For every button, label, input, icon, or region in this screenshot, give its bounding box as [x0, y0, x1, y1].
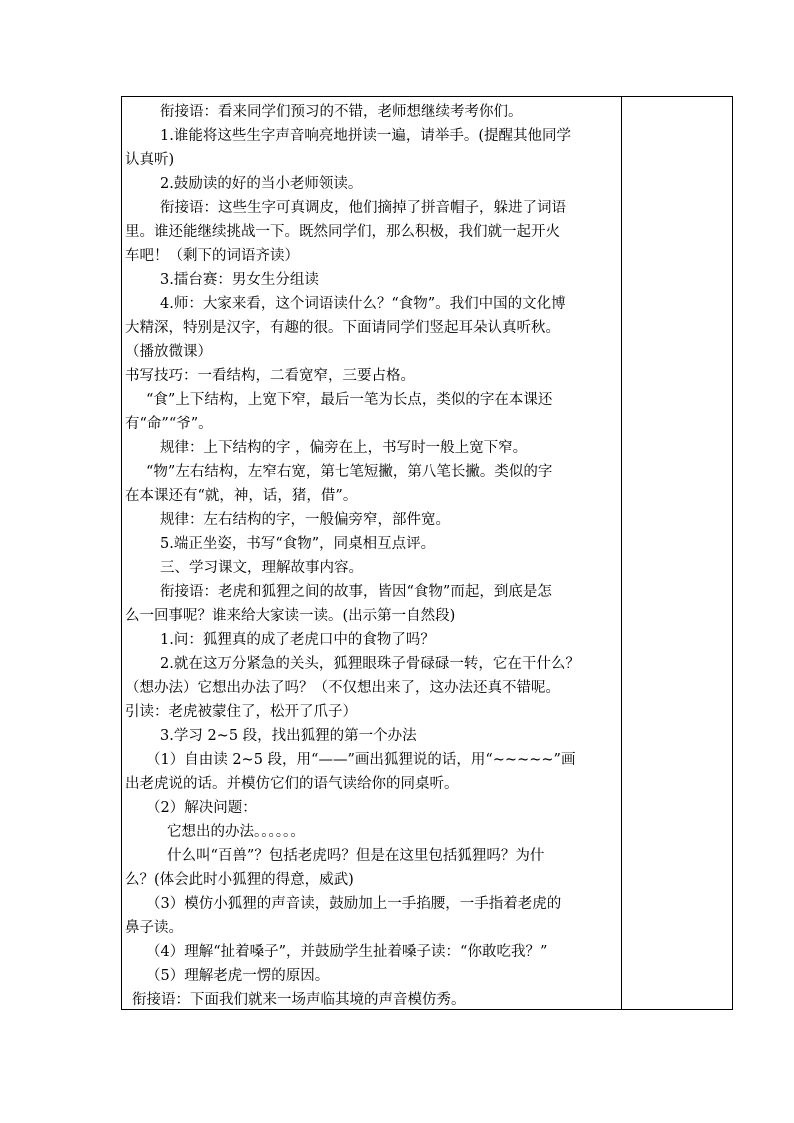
text-line: 书写技巧：一看结构，二看宽窄，三要占格。 [125, 368, 415, 384]
text-line: 什么叫“百兽”？包括老虎吗？但是在这里包括狐狸吗？为什 [167, 848, 545, 864]
text-line: “物”左右结构，左窄右宽，第七笔短撇，第八笔长撇。类似的字 [146, 464, 553, 480]
text-line: 么？(体会此时小狐狸的得意，威武) [125, 872, 354, 888]
text-line: （1）自由读 2~5 段，用“——”画出狐狸说的话，用“~~~~~”画 [146, 752, 576, 768]
text-line: 1.谁能将这些生字声音响亮地拼读一遍，请举手。(提醒其他同学 [160, 128, 571, 144]
text-line: 4.师：大家来看，这个词语读什么？“食物”。我们中国的文化博 [160, 296, 566, 312]
text-line: 它想出的办法。。。。。。 [167, 824, 305, 840]
notes-cell [622, 97, 732, 1009]
text-line: 衔接语：看来同学们预习的不错，老师想继续考考你们。 [160, 104, 523, 120]
text-line: 车吧！（剩下的词语齐读） [125, 248, 299, 264]
text-line: （想办法）它想出办法了吗？（不仅想出来了，这办法还真不错呢。 [125, 680, 560, 696]
text-line: “食”上下结构，上宽下窄，最后一笔为长点，类似的字在本课还 [146, 392, 553, 408]
text-line: 规律：左右结构的字，一般偏旁窄，部件宽。 [160, 512, 450, 528]
text-line: 引读：老虎被蒙住了，松开了爪子） [125, 704, 357, 720]
text-line: 规律：上下结构的字 ，偏旁在上，书写时一般上宽下窄。 [160, 440, 528, 456]
lesson-table [121, 96, 733, 1010]
text-line: 5.端正坐姿，书写“食物”，同桌相互点评。 [160, 536, 436, 552]
text-line: （播放微课） [125, 344, 212, 360]
text-line: 2.就在这万分紧急的关头，狐狸眼珠子骨碌碌一转，它在干什么？ [160, 656, 580, 672]
text-line: 衔接语：老虎和狐狸之间的故事，皆因“食物”而起，到底是怎 [160, 584, 552, 600]
text-line: 衔接语：下面我们就来一场声临其境的声音模仿秀。 [132, 992, 466, 1008]
text-line: 三、学习课文，理解故事内容。 [160, 560, 363, 576]
text-line: 认真听) [125, 152, 175, 168]
text-line: （3）模仿小狐狸的声音读，鼓励加上一手掐腰，一手指着老虎的 [146, 896, 562, 912]
text-line: 1.问：狐狸真的成了老虎口中的食物了吗？ [160, 632, 435, 648]
text-line: 3.擂台赛：男女生分组读 [160, 272, 319, 288]
text-line: 出老虎说的话。并模仿它们的语气读给你的同桌听。 [125, 776, 459, 792]
text-line: 鼻子读。 [125, 920, 183, 936]
text-line: 衔接语：这些生字可真调皮，他们摘掉了拼音帽子，躲进了词语 [160, 200, 566, 216]
text-line: 里。谁还能继续挑战一下。既然同学们，那么积极，我们就一起开火 [125, 224, 560, 240]
text-line: 2.鼓励读的好的当小老师领读。 [160, 176, 363, 192]
text-line: 么一回事呢？谁来给大家读一读。(出示第一自然段) [125, 608, 456, 624]
text-line: 有“命”“爷”。 [125, 416, 213, 432]
text-line: 在本课还有“就，神，话，猪，借”。 [125, 488, 358, 504]
text-line: （2）解决问题： [146, 800, 257, 816]
text-line: 3.学习 2~5 段，找出狐狸的第一个办法 [160, 728, 417, 744]
text-line: 大精深，特别是汉字，有趣的很。下面请同学们竖起耳朵认真听秋。 [125, 320, 560, 336]
text-line: （4）理解“扯着嗓子”，并鼓励学生扯着嗓子读：“你敢吃我？” [146, 944, 548, 960]
text-line: （5）理解老虎一愣的原因。 [146, 968, 330, 984]
